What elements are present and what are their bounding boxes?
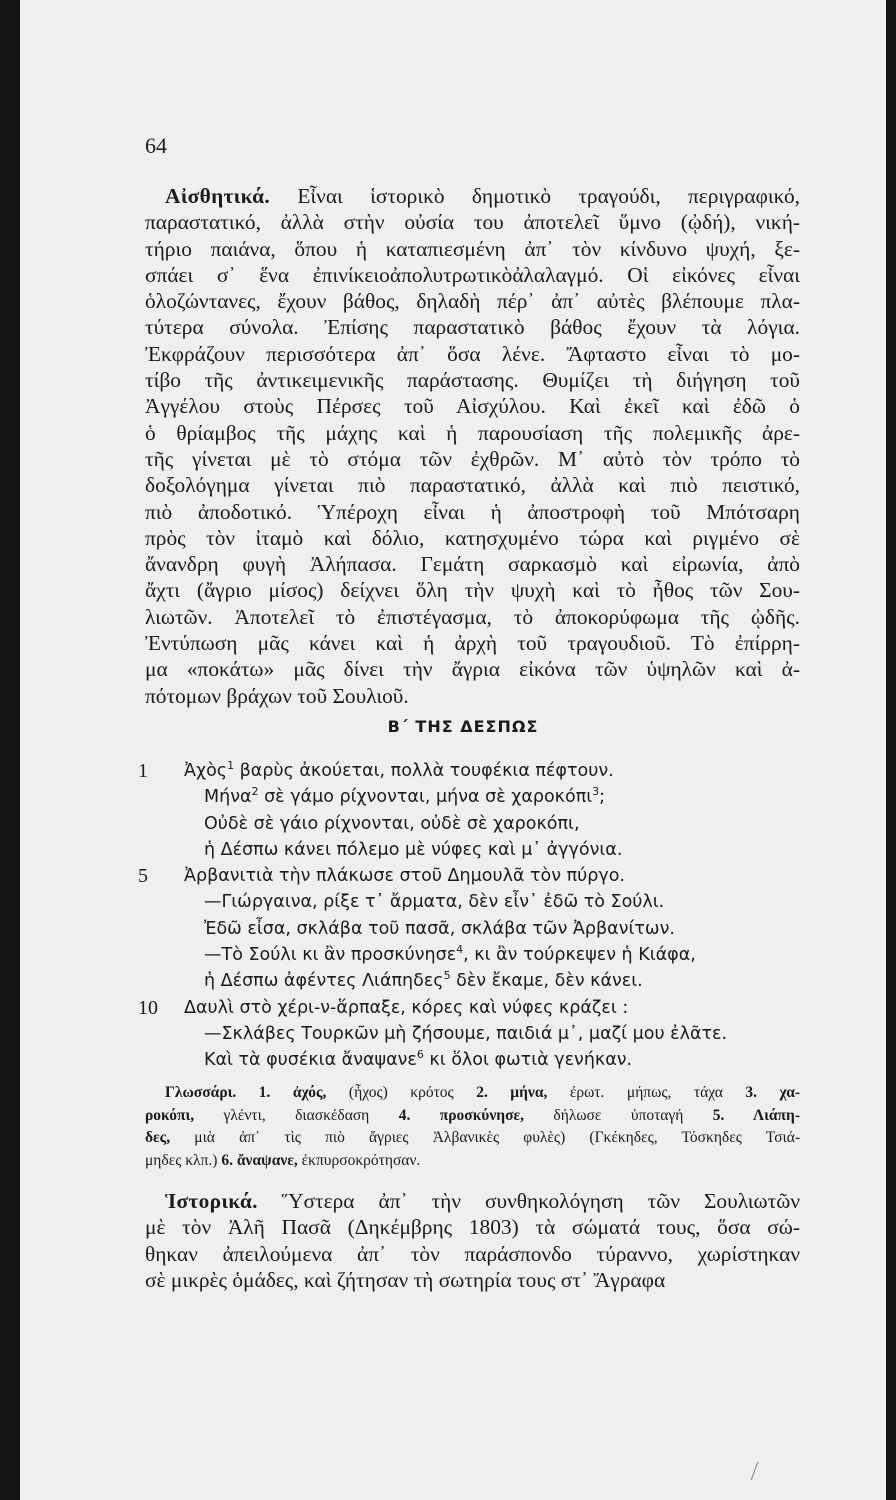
- verse-text: Καὶ τὰ φυσέκια ἄναψανε$^6$ κι ὅλοι φωτιὰ γενήκαν.: [204, 1048, 633, 1071]
- history-paragraph: [145, 1188, 800, 1293]
- poem-verse: [138, 1047, 818, 1073]
- poem-verse: [138, 837, 818, 863]
- text-line: ὁλοζώντανες, ἔχουν βάθος, δηλαδὴ πέρ᾽ ἀπ᾽ αὐτὲς βλέπουμε πλα-: [145, 289, 800, 314]
- footnote-marker: 5: [443, 969, 451, 983]
- verse-number: 1: [138, 760, 148, 782]
- glossary-term: Γλωσσάρι. 1. ἀχός,: [165, 1084, 327, 1101]
- poem-verse: [138, 811, 818, 837]
- poem-verse: [138, 863, 818, 889]
- text-line: τῆς γίνεται μὲ τὸ στόμα τῶν ἐχθρῶν. Μ᾽ αὐτὸ τὸν τρόπο τὸ: [145, 446, 800, 471]
- text-line: σπάει σ᾽ ἕνα ἐπινίκειοἀπολυτρωτικὸἀλαλαγμό. Οἱ εἰκόνες εἶναι: [145, 262, 800, 287]
- verse-text: ἡ Δέσπω κάνει πόλεμο μὲ νύφες καὶ μ᾽ ἀγγόνια.: [204, 839, 623, 860]
- text-line: ἄνανδρη φυγὴ Ἀλήπασα. Γεμάτη σαρκασμὸ καὶ εἰρωνία, ἀπὸ: [145, 552, 800, 577]
- footnote-marker: 4: [456, 943, 464, 957]
- text-line: Ἐκφράζουν περισσότερα ἀπ᾽ ὅσα λένε. Ἄφταστο εἶναι τὸ μο-: [145, 341, 800, 366]
- glossary-term: δες,: [145, 1129, 171, 1146]
- text-line: Ἀγγέλου στοὺς Πέρσες τοῦ Αἰσχύλου. Καὶ ἐκεῖ καὶ ἐδῶ ὁ: [145, 394, 800, 419]
- verse-text: —Τὸ Σούλι κι ἂν προσκύνησε$^4$, κι ἂν τούρκεψεν ἡ Κιάφα,: [204, 943, 696, 966]
- poem-verse: [138, 1021, 818, 1047]
- page-edge-mark: [751, 1462, 767, 1480]
- poem-verse: [138, 889, 818, 915]
- poem-verse: [138, 758, 818, 784]
- history-label: Ἱστορικά.: [165, 1189, 258, 1213]
- glossary-term: 2. μήνα,: [476, 1084, 548, 1101]
- footnote-marker: 3: [592, 785, 600, 799]
- verse-number: 5: [138, 865, 148, 888]
- verse-text: Ἀρβανιτιὰ τὴν πλάκωσε στοῦ Δημουλᾶ τὸν πύργο.: [184, 866, 625, 887]
- page-number: 64: [145, 133, 167, 158]
- verse-number: 10: [138, 996, 158, 1019]
- text-line: ὁ θρίαμβος τῆς μάχης καὶ ἡ παρουσίαση τῆς πολεμικῆς ἀρε-: [145, 420, 800, 445]
- footnote-marker: 1: [227, 759, 235, 772]
- verse-text: —Σκλάβες Τουρκῶν μὴ ζήσουμε, παιδιά μ᾽, μαζί μου ἐλᾶτε.: [204, 1023, 728, 1044]
- text-line: Ἐντύπωση μᾶς κάνει καὶ ἡ ἀρχὴ τοῦ τραγουδιοῦ. Τὸ ἐπίρρη-: [145, 631, 800, 656]
- glossary-term: 6. ἄναψανε,: [221, 1151, 298, 1169]
- verse-text: Ἐδῶ εἶσα, σκλάβα τοῦ πασᾶ, σκλάβα τῶν Ἀρβανίτων.: [204, 918, 675, 939]
- text-line: παραστατικό, ἀλλὰ στὴν οὐσία του ἀποτελεῖ ὕμνο (ᾠδή), νική-: [145, 210, 800, 235]
- text-line: Αἰσθητικά. Εἶναι ἱστορικὸ δημοτικὸ τραγούδι, περιγραφικό,: [165, 184, 800, 208]
- glossary-line: Γλωσσάρι. 1. ἀχός, (ἦχος) κρότος 2. μήνα, ἐρωτ. μήπως, τάχα 3. χα-: [165, 1084, 801, 1101]
- poem-verse: [138, 942, 818, 968]
- text-line: σὲ μικρὲς ὁμάδες, καὶ ζήτησαν τὴ σωτηρία τους στ᾽ Ἄγραφα: [145, 1267, 666, 1292]
- footnote-marker: 2: [251, 785, 259, 799]
- text-line: Ἱστορικά. Ὕστερα ἀπ᾽ τὴν συνθηκολόγηση τῶν Σουλιωτῶν: [165, 1189, 800, 1213]
- poem-verse: [138, 916, 818, 942]
- text-line: πιὸ ἀποδοτικό. Ὑπέροχη εἶναι ἡ ἀποστροφὴ τοῦ Μπότσαρη: [145, 499, 800, 524]
- poem-verse: [138, 995, 818, 1021]
- verse-text: ἡ Δέσπω ἀφέντες Λιάπηδες$^5$ δὲν ἔκαμε, δὲν κάνει.: [204, 969, 643, 992]
- poem-title: Β΄ ΤΗΣ ΔΕΣΠΩΣ: [387, 717, 539, 736]
- aesthetics-paragraph: [145, 183, 800, 709]
- text-line: τήριο παιάνα, ὅπου ἡ καταπιεσμένη ἀπ᾽ τὸν κίνδυνο ψυχή, ξε-: [145, 236, 800, 261]
- text-line: δοξολόγημα γίνεται πιὸ παραστατικό, ἀλλὰ καὶ πιὸ πειστικό,: [145, 473, 800, 498]
- verse-text: Οὐδὲ σὲ γάιο ρίχνονται, οὐδὲ σὲ χαροκόπι,: [204, 813, 580, 834]
- glossary-line: δες, μιὰ ἀπ᾽ τὶς πιὸ ἄγριες Ἀλβανικὲς φυλὲς) (Γκέκηδες, Τόσκηδες Τσιά-: [145, 1129, 800, 1146]
- text-line: ἄχτι (ἄγριο μίσος) δείχνει ὅλη τὴν ψυχὴ καὶ τὸ ἦθος τῶν Σου-: [145, 578, 800, 603]
- text-line: τύτερα σύνολα. Ἐπίσης παραστατικὸ βάθος ἔχουν τὰ λόγια.: [145, 315, 800, 340]
- verse-text: Ἀχὸς$^1$ βαρὺς ἀκούεται, πολλὰ τουφέκια πέφτουν.: [184, 759, 614, 781]
- glossary-term: 3. χα-: [745, 1084, 801, 1101]
- aesthetics-label: Αἰσθητικά.: [165, 184, 271, 208]
- poem-verse: [138, 968, 818, 994]
- footnote-marker: 6: [416, 1048, 424, 1062]
- poem-verse: [138, 784, 818, 810]
- glossary: [145, 1082, 800, 1172]
- glossary-line: μηδες κλπ.) 6. ἄναψανε, ἐκπυρσοκρότησαν.: [145, 1151, 421, 1169]
- poem-verses: [138, 758, 818, 1074]
- text-line: μα «ποκάτω» μᾶς δίνει τὴν ἄγρια εἰκόνα τῶν ὑψηλῶν καὶ ἀ-: [145, 657, 800, 682]
- text-line: τίβο τῆς ἀντικειμενικῆς παράστασης. Θυμίζει τὴ διήγηση τοῦ: [145, 368, 800, 393]
- text-line: πρὸς τὸν ἰταμὸ καὶ δόλιο, κατησχυμένο τώρα καὶ ριγμένο σὲ: [145, 525, 800, 550]
- text-line: λιωτῶν. Ἀποτελεῖ τὸ ἐπιστέγασμα, τὸ ἀποκορύφωμα τῆς ᾠδῆς.: [145, 604, 800, 629]
- text-line: θηκαν ἀπειλούμενα ἀπ᾽ τὸν παράσπονδο τύραννο, χωρίστηκαν: [145, 1241, 800, 1266]
- glossary-line: ροκόπι, γλέντι, διασκέδαση 4. προσκύνησε, δήλωσε ὑποταγή 5. Λιάπη-: [145, 1106, 801, 1124]
- glossary-term: 5. Λιάπη-: [712, 1106, 801, 1124]
- verse-text: —Γιώργαινα, ρίξε τ᾽ ἄρματα, δὲν εἶν᾽ ἐδῶ τὸ Σούλι.: [204, 892, 665, 913]
- verse-text: Δαυλὶ στὸ χέρι-ν-ἅρπαξε, κόρες καὶ νύφες κράζει :: [184, 997, 629, 1018]
- text-line: μὲ τὸν Ἀλῆ Πασᾶ (Δηκέμβρης 1803) τὰ σώματά τους, ὅσα σώ-: [145, 1215, 800, 1240]
- book-page: [20, 0, 886, 1500]
- glossary-term: ροκόπι,: [145, 1106, 195, 1124]
- verse-text: Μήνα$^2$ σὲ γάμο ρίχνονται, μήνα σὲ χαροκόπι$^3$;: [204, 785, 606, 808]
- glossary-term: 4. προσκύνησε,: [398, 1106, 524, 1124]
- text-line: πότομων βράχων τοῦ Σουλιοῦ.: [145, 683, 409, 708]
